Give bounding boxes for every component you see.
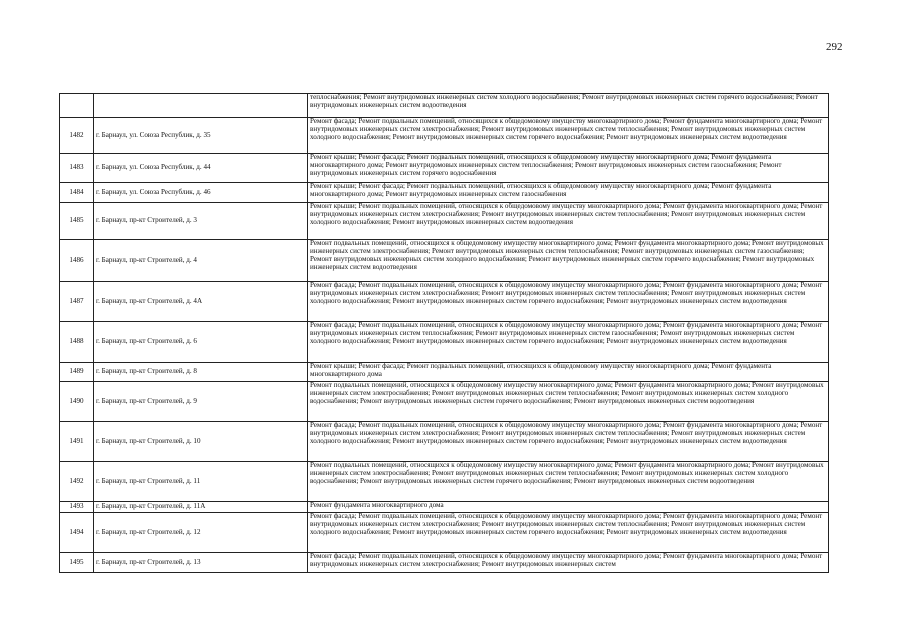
row-number: 1484 — [60, 183, 94, 203]
row-address: г. Барнаул, ул. Союза Республик, д. 35 — [94, 118, 308, 154]
row-works: Ремонт подвальных помещений, относящихся к общедомовому имуществу многоквартирного дома; Ремонт фундамента многоквартирного дома; Ремонт внутридомовых инженерных систем электроснабжения; Ремонт внутридомовых инженерных систем теплоснабжения; Ремонт внутридомовых инженерных систем холодного водоснабжения; Ремонт внутридомовых инженерных систем горячего водоснабжения; Ремонт внутридомовых инженерных систем водоотведения — [308, 382, 829, 422]
row-works: Ремонт фундамента многоквартирного дома — [308, 502, 829, 513]
row-number: 1483 — [60, 154, 94, 183]
table-row — [60, 94, 829, 118]
row-number: 1492 — [60, 462, 94, 502]
row-address: г. Барнаул, пр-кт Строителей, д. 4 — [94, 240, 308, 282]
table-row — [60, 422, 829, 462]
row-works: Ремонт подвальных помещений, относящихся к общедомовому имуществу многоквартирного дома; Ремонт фундамента многоквартирного дома; Ремонт внутридомовых инженерных систем электроснабжения; Ремонт внутридомовых инженерных систем теплоснабжения; Ремонт внутридомовых инженерных систем газоснабжения; Ремонт внутридомовых инженерных систем холодного водоснабжения; Ремонт внутридомовых инженерных систем горячего водоснабжения; Ремонт внутридомовых инженерных систем водоотведения — [308, 240, 829, 282]
table-row — [60, 322, 829, 363]
row-works: Ремонт крыши; Ремонт подвальных помещений, относящихся к общедомовому имуществу многоквартирного дома; Ремонт фундамента многоквартирного дома; Ремонт внутридомовых инженерных систем электроснабжения; Ремонт внутридомовых инженерных систем теплоснабжения; Ремонт внутридомовых инженерных систем холодного водоснабжения; Ремонт внутридомовых инженерных систем водоотведения — [308, 203, 829, 240]
table-row — [60, 363, 829, 382]
row-number: 1490 — [60, 382, 94, 422]
row-address: г. Барнаул, пр-кт Строителей, д. 8 — [94, 363, 308, 382]
row-number: 1494 — [60, 513, 94, 553]
row-address: г. Барнаул, пр-кт Строителей, д. 11А — [94, 502, 308, 513]
table-row — [60, 154, 829, 183]
row-works: Ремонт фасада; Ремонт подвальных помещений, относящихся к общедомовому имуществу многоквартирного дома; Ремонт фундамента многоквартирного дома; Ремонт внутридомовых инженерных систем электроснабжения; Ремонт внутридомовых инженерных систем теплоснабжения; Ремонт внутридомовых инженерных систем холодного водоснабжения; Ремонт внутридомовых инженерных систем горячего водоснабжения; Ремонт внутридомовых инженерных систем водоотведения — [308, 513, 829, 553]
table-row — [60, 502, 829, 513]
row-works: Ремонт фасада; Ремонт подвальных помещений, относящихся к общедомовому имуществу многоквартирного дома; Ремонт фундамента многоквартирного дома; Ремонт внутридомовых инженерных систем электроснабжения; Ремонт внутридомовых инженерных систем теплоснабжения; Ремонт внутридомовых инженерных систем холодного водоснабжения; Ремонт внутридомовых инженерных систем горячего водоснабжения; Ремонт внутридомовых инженерных систем водоотведения — [308, 118, 829, 154]
table-row — [60, 462, 829, 502]
row-number: 1487 — [60, 282, 94, 322]
table-row — [60, 240, 829, 282]
row-address: г. Барнаул, пр-кт Строителей, д. 3 — [94, 203, 308, 240]
table-row — [60, 513, 829, 553]
row-works: Ремонт подвальных помещений, относящихся к общедомовому имуществу многоквартирного дома; Ремонт фундамента многоквартирного дома; Ремонт внутридомовых инженерных систем электроснабжения; Ремонт внутридомовых инженерных систем теплоснабжения; Ремонт внутридомовых инженерных систем холодного водоснабжения; Ремонт внутридомовых инженерных систем горячего водоснабжения; Ремонт внутридомовых инженерных систем водоотведения — [308, 462, 829, 502]
row-works: Ремонт крыши; Ремонт фасада; Ремонт подвальных помещений, относящихся к общедомовому имуществу многоквартирного дома; Ремонт фундамента многоквартирного дома; Ремонт внутридомовых инженерных систем теплоснабжения; Ремонт внутридомовых инженерных систем газоснабжения; Ремонт внутридомовых инженерных систем горячего водоснабжения — [308, 154, 829, 183]
row-works: теплоснабжения; Ремонт внутридомовых инженерных систем холодного водоснабжения; Ремонт внутридомовых инженерных систем горячего водоснабжения; Ремонт внутридомовых инженерных систем водоотведения — [308, 94, 829, 118]
table-row — [60, 282, 829, 322]
row-number: 1482 — [60, 118, 94, 154]
row-number — [60, 94, 94, 118]
row-number: 1489 — [60, 363, 94, 382]
row-works: Ремонт фасада; Ремонт подвальных помещений, относящихся к общедомовому имуществу многоквартирного дома; Ремонт фундамента многоквартирного дома; Ремонт внутридомовых инженерных систем электроснабжения; Ремонт внутридомовых инженерных систем теплоснабжения; Ремонт внутридомовых инженерных систем холодного водоснабжения; Ремонт внутридомовых инженерных систем горячего водоснабжения; Ремонт внутридомовых инженерных систем водоотведения — [308, 282, 829, 322]
row-address: г. Барнаул, пр-кт Строителей, д. 13 — [94, 553, 308, 573]
row-number: 1491 — [60, 422, 94, 462]
row-address — [94, 94, 308, 118]
row-address: г. Барнаул, пр-кт Строителей, д. 6 — [94, 322, 308, 363]
page-number: 292 — [826, 41, 843, 53]
row-works: Ремонт фасада; Ремонт подвальных помещений, относящихся к общедомовому имуществу многоквартирного дома; Ремонт фундамента многоквартирного дома; Ремонт внутридомовых инженерных систем электроснабжения; Ремонт внутридомовых инженерных систем теплоснабжения; Ремонт внутридомовых инженерных систем холодного водоснабжения; Ремонт внутридомовых инженерных систем горячего водоснабжения; Ремонт внутридомовых инженерных систем водоотведения — [308, 422, 829, 462]
table-row — [60, 382, 829, 422]
row-number: 1495 — [60, 553, 94, 573]
row-address: г. Барнаул, ул. Союза Республик, д. 46 — [94, 183, 308, 203]
works-table — [59, 93, 829, 573]
row-works: Ремонт крыши; Ремонт фасада; Ремонт подвальных помещений, относящихся к общедомовому имуществу многоквартирного дома; Ремонт фундамента многоквартирного дома — [308, 363, 829, 382]
row-address: г. Барнаул, пр-кт Строителей, д. 4А — [94, 282, 308, 322]
row-address: г. Барнаул, пр-кт Строителей, д. 9 — [94, 382, 308, 422]
row-address: г. Барнаул, ул. Союза Республик, д. 44 — [94, 154, 308, 183]
row-address: г. Барнаул, пр-кт Строителей, д. 11 — [94, 462, 308, 502]
row-works: Ремонт фасада; Ремонт подвальных помещений, относящихся к общедомовому имуществу многоквартирного дома; Ремонт фундамента многоквартирного дома; Ремонт внутридомовых инженерных систем электроснабжения; Ремонт внутридомовых инженерных систем — [308, 553, 829, 573]
table-row — [60, 118, 829, 154]
row-number: 1486 — [60, 240, 94, 282]
table-row — [60, 203, 829, 240]
row-address: г. Барнаул, пр-кт Строителей, д. 12 — [94, 513, 308, 553]
row-works: Ремонт крыши; Ремонт фасада; Ремонт подвальных помещений, относящихся к общедомовому имуществу многоквартирного дома; Ремонт фундамента многоквартирного дома; Ремонт внутридомовых инженерных систем газоснабжения — [308, 183, 829, 203]
row-number: 1493 — [60, 502, 94, 513]
row-address: г. Барнаул, пр-кт Строителей, д. 10 — [94, 422, 308, 462]
row-number: 1488 — [60, 322, 94, 363]
row-number: 1485 — [60, 203, 94, 240]
table-row — [60, 183, 829, 203]
row-works: Ремонт фасада; Ремонт подвальных помещений, относящихся к общедомовому имуществу многоквартирного дома; Ремонт фундамента многоквартирного дома; Ремонт внутридомовых инженерных систем теплоснабжения; Ремонт внутридомовых инженерных систем газоснабжения; Ремонт внутридомовых инженерных систем холодного водоснабжения; Ремонт внутридомовых инженерных систем горячего водоснабжения; Ремонт внутридомовых инженерных систем водоотведения — [308, 322, 829, 363]
table-row — [60, 553, 829, 573]
